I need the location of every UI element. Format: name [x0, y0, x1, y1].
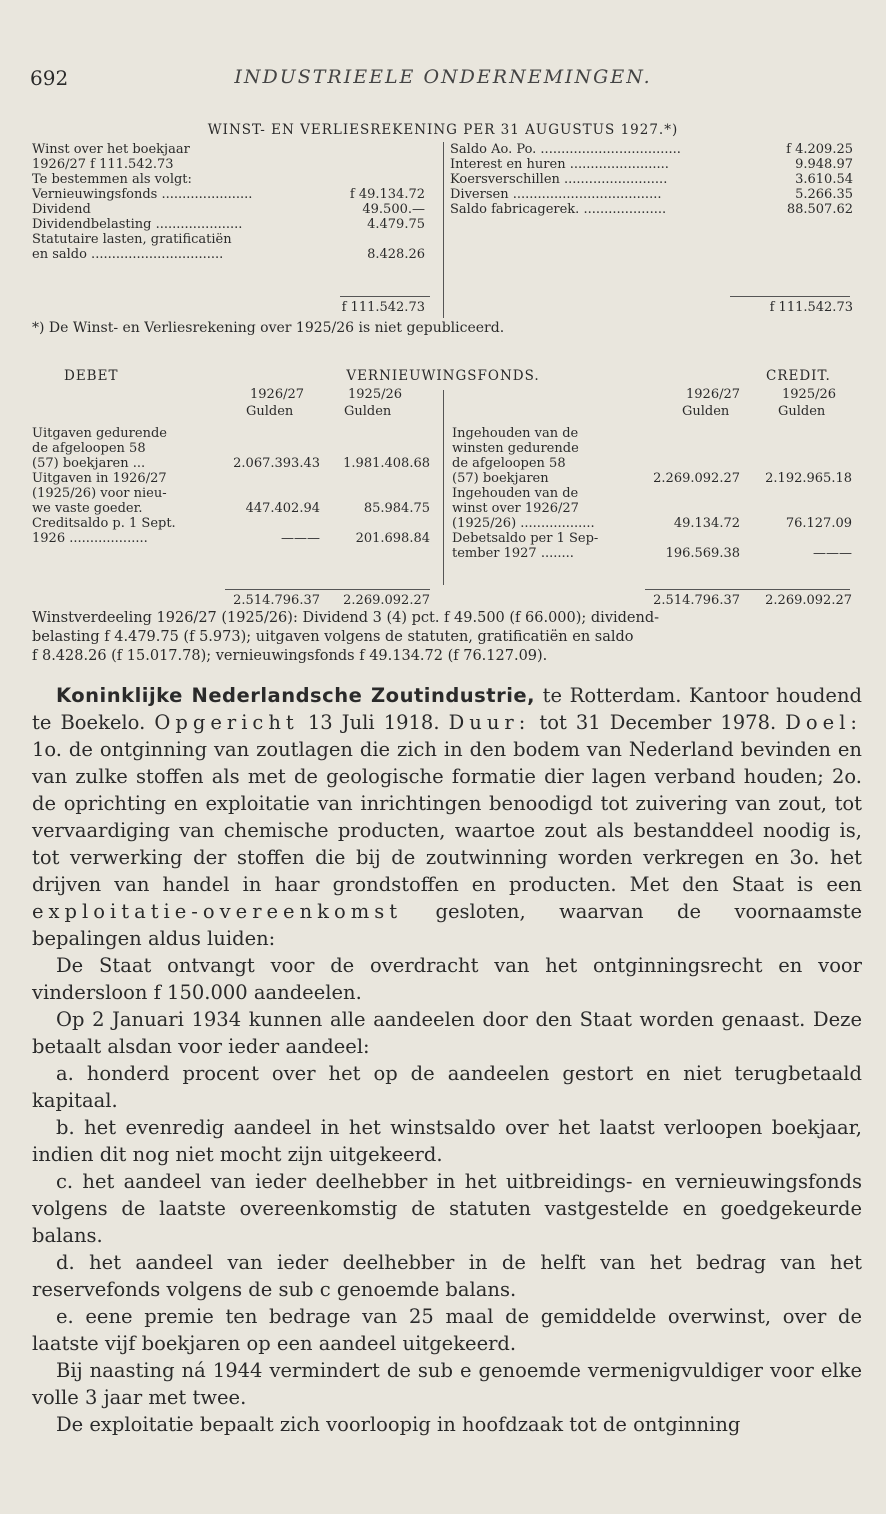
fonds-left-labels — [32, 426, 176, 546]
fonds-value: ——— — [813, 546, 852, 561]
winst-right-value: 3.610.54 — [795, 172, 853, 187]
fonds-value: ——— — [281, 531, 320, 546]
winstverdeeling — [32, 609, 659, 666]
fonds-right-col1 — [630, 426, 740, 566]
winst-total-left: f 111.542.73 — [341, 300, 425, 315]
duur-label: Duur: — [448, 711, 531, 734]
fonds-right-line: winsten gedurende — [452, 441, 579, 456]
winst-right-line: Diversen .................................... — [450, 187, 662, 202]
fonds-right-line: tember 1927 ........ — [452, 546, 574, 561]
company-name: Koninklijke Nederlandsche Zoutindustrie, — [56, 684, 536, 707]
overeenkomst-label: exploitatie-overeenkomst — [32, 900, 403, 923]
fonds-credit: CREDIT. — [766, 368, 831, 384]
winst-left-line: Te bestemmen als volgt: — [32, 172, 192, 187]
fonds-unit-l2: Gulden — [344, 404, 392, 419]
fonds-right-line: Ingehouden van de — [452, 486, 579, 501]
fonds-left-line: Uitgaven gedurende — [32, 426, 167, 441]
doel-label: Doel: — [785, 711, 863, 734]
winst-right-line: Saldo fabricagerek. .................... — [450, 202, 667, 217]
winst-right-line: Saldo Ao. Po. .................................. — [450, 142, 681, 157]
fonds-unit-r1: Gulden — [682, 404, 730, 419]
fonds-right-col2 — [740, 426, 852, 566]
fonds-rule-right — [645, 589, 850, 590]
company-description — [32, 682, 862, 1438]
winst-left-value — [300, 142, 425, 157]
winst-left-value — [300, 232, 425, 247]
fonds-value: 2.192.965.18 — [765, 471, 852, 486]
winst-left-value: f 49.134.72 — [349, 187, 425, 202]
fonds-rule-left — [225, 589, 430, 590]
fonds-left-line: Creditsaldo p. 1 Sept. — [32, 516, 176, 531]
intro-paragraph: Koninklijke Nederlandsche Zoutindustrie, te Rotterdam. Kantoor houdend te Boekelo. Opgericht 13 Juli 1918. Duur: tot 31 December 1978. Doel: 1o. de ontginning van zoutlagen die zich in den bodem van Nederland bevinden en van zulke stoffen als met de geologische formatie dier lagen verband houden; 2o. de oprichting en exploitatie van inrichtingen benoodigd tot zuivering van zout, tot vervaardiging van chemische producten, waartoe zout als bestanddeel noodig is, tot verwerking der stoffen die bij de zoutwinning worden verkregen en 3o. het drijven van handel in haar grondstoffen en producten. Met den Staat is een exploitatie-overeenkomst gesloten, waarvan de voornaamste bepalingen aldus luiden: — [32, 684, 863, 950]
fonds-left-col1 — [210, 426, 320, 566]
paragraph: Op 2 Januari 1934 kunnen alle aandeelen door den Staat worden genaast. Deze betaalt alsdan voor ieder aandeel: — [32, 1008, 862, 1058]
winst-left-line: Winst over het boekjaar — [32, 142, 190, 157]
opgericht-label: Opgericht — [154, 711, 299, 734]
fonds-year-r1: 1926/27 — [686, 387, 741, 402]
fonds-right-line: (1925/26) .................. — [452, 516, 595, 531]
fonds-total-2: 2.269.092.27 — [343, 593, 430, 608]
paragraph: De Staat ontvangt voor de overdracht van het ontginningsrecht en voor vindersloon f 150.000 aandeelen. — [32, 954, 862, 1004]
fonds-year-l1: 1926/27 — [250, 387, 305, 402]
winst-left-line: Vernieuwingsfonds ...................... — [32, 187, 253, 202]
fonds-year-l2: 1925/26 — [348, 387, 403, 402]
winst-total-right: f 111.542.73 — [769, 300, 853, 315]
winst-left-value — [300, 157, 425, 172]
fonds-value: 49.134.72 — [673, 516, 740, 531]
winst-rule-right — [730, 296, 850, 297]
fonds-value: 447.402.94 — [245, 501, 320, 516]
winst-right-line: Koersverschillen ......................... — [450, 172, 668, 187]
winst-left-value — [300, 172, 425, 187]
winst-left-value: 8.428.26 — [367, 247, 425, 262]
winst-right-value: 5.266.35 — [795, 187, 853, 202]
winst-left-line: en saldo ................................ — [32, 247, 224, 262]
fonds-total-4: 2.269.092.27 — [765, 593, 852, 608]
fonds-value: 2.269.092.27 — [653, 471, 740, 486]
winst-footnote: *) De Winst- en Verliesrekening over 1925/26 is niet gepubliceerd. — [32, 320, 505, 336]
fonds-left-line: (57) boekjaren ... — [32, 456, 146, 471]
running-title: INDUSTRIEELE ONDERNEMINGEN. — [234, 66, 652, 88]
winst-left-value: 49.500.— — [362, 202, 425, 217]
fonds-unit-r2: Gulden — [778, 404, 826, 419]
winst-right-line: Interest en huren ........................ — [450, 157, 669, 172]
fonds-value: 196.569.38 — [665, 546, 740, 561]
winst-left-line: Statutaire lasten, gratificatiën — [32, 232, 232, 247]
fonds-value: 201.698.84 — [355, 531, 430, 546]
clause-d: d. het aandeel van ieder deelhebber in de helft van het bedrag van het reservefonds volgens de sub c genoemde balans. — [32, 1251, 862, 1301]
fonds-right-line: de afgeloopen 58 — [452, 456, 566, 471]
winst-right-value: f 4.209.25 — [786, 142, 853, 157]
winst-left-values — [300, 142, 425, 262]
winst-divider — [443, 142, 444, 318]
clause-a: a. honderd procent over het op de aandeelen gestort en niet terugbetaald kapitaal. — [32, 1062, 862, 1112]
winst-left-line: Dividend — [32, 202, 91, 217]
paragraph: De exploitatie bepaalt zich voorloopig in hoofdzaak tot de ontginning — [56, 1413, 741, 1436]
clause-c: c. het aandeel van ieder deelhebber in het uitbreidings- en vernieuwingsfonds volgens de laatste overeenkomstig de statuten vastgestelde en goedgekeurde balans. — [32, 1170, 862, 1247]
paragraph: Bij naasting ná 1944 vermindert de sub e genoemde vermenigvuldiger voor elke volle 3 jaar met twee. — [32, 1359, 862, 1409]
fonds-total-1: 2.514.796.37 — [233, 593, 320, 608]
fonds-left-line: de afgeloopen 58 — [32, 441, 146, 456]
fonds-unit-l1: Gulden — [246, 404, 294, 419]
winst-left-line: Dividendbelasting ..................... — [32, 217, 243, 232]
winstverdeeling-line: belasting f 4.479.75 (f 5.973); uitgaven volgens de statuten, gratificatiën en saldo — [32, 629, 634, 645]
fonds-left-line: 1926 ................... — [32, 531, 148, 546]
fonds-left-line: we vaste goeder. — [32, 501, 143, 516]
fonds-right-line: (57) boekjaren — [452, 471, 549, 486]
winst-rule-left — [340, 296, 430, 297]
fonds-right-line: winst over 1926/27 — [452, 501, 579, 516]
winst-left-value: 4.479.75 — [367, 217, 425, 232]
winst-right-values — [730, 142, 853, 217]
fonds-value: 85.984.75 — [363, 501, 430, 516]
winst-title: WINST- EN VERLIESREKENING PER 31 AUGUSTUS 1927.*) — [207, 122, 679, 138]
winst-right-labels — [450, 142, 760, 217]
fonds-left-line: (1925/26) voor nieu- — [32, 486, 167, 501]
winst-left-line: 1926/27 f 111.542.73 — [32, 157, 174, 172]
fonds-title: VERNIEUWINGSFONDS. — [346, 368, 540, 384]
fonds-value: 76.127.09 — [785, 516, 852, 531]
fonds-divider — [443, 390, 444, 585]
page-number: 692 — [30, 66, 69, 90]
fonds-left-col2 — [320, 426, 430, 566]
winst-right-value: 88.507.62 — [786, 202, 853, 217]
winstverdeeling-line: f 8.428.26 (f 15.017.78); vernieuwingsfonds f 49.134.72 (f 76.127.09). — [32, 648, 548, 664]
winst-right-value: 9.948.97 — [795, 157, 853, 172]
fonds-left-line: Uitgaven in 1926/27 — [32, 471, 167, 486]
fonds-year-r2: 1925/26 — [782, 387, 837, 402]
fonds-value: 1.981.408.68 — [343, 456, 430, 471]
clause-b: b. het evenredig aandeel in het winstsaldo over het laatst verloopen boekjaar, indien dit nog niet mocht zijn uitgekeerd. — [32, 1116, 862, 1166]
fonds-right-line: Debetsaldo per 1 Sep- — [452, 531, 599, 546]
fonds-right-labels — [452, 426, 598, 561]
fonds-debet: DEBET — [64, 368, 119, 384]
fonds-total-3: 2.514.796.37 — [653, 593, 740, 608]
fonds-right-line: Ingehouden van de — [452, 426, 579, 441]
fonds-value: 2.067.393.43 — [233, 456, 320, 471]
clause-e: e. eene premie ten bedrage van 25 maal de gemiddelde overwinst, over de laatste vijf boekjaren op een aandeel uitgekeerd. — [32, 1305, 862, 1355]
winstverdeeling-line: Winstverdeeling 1926/27 (1925/26): Dividend 3 (4) pct. f 49.500 (f 66.000); dividend- — [32, 610, 660, 626]
